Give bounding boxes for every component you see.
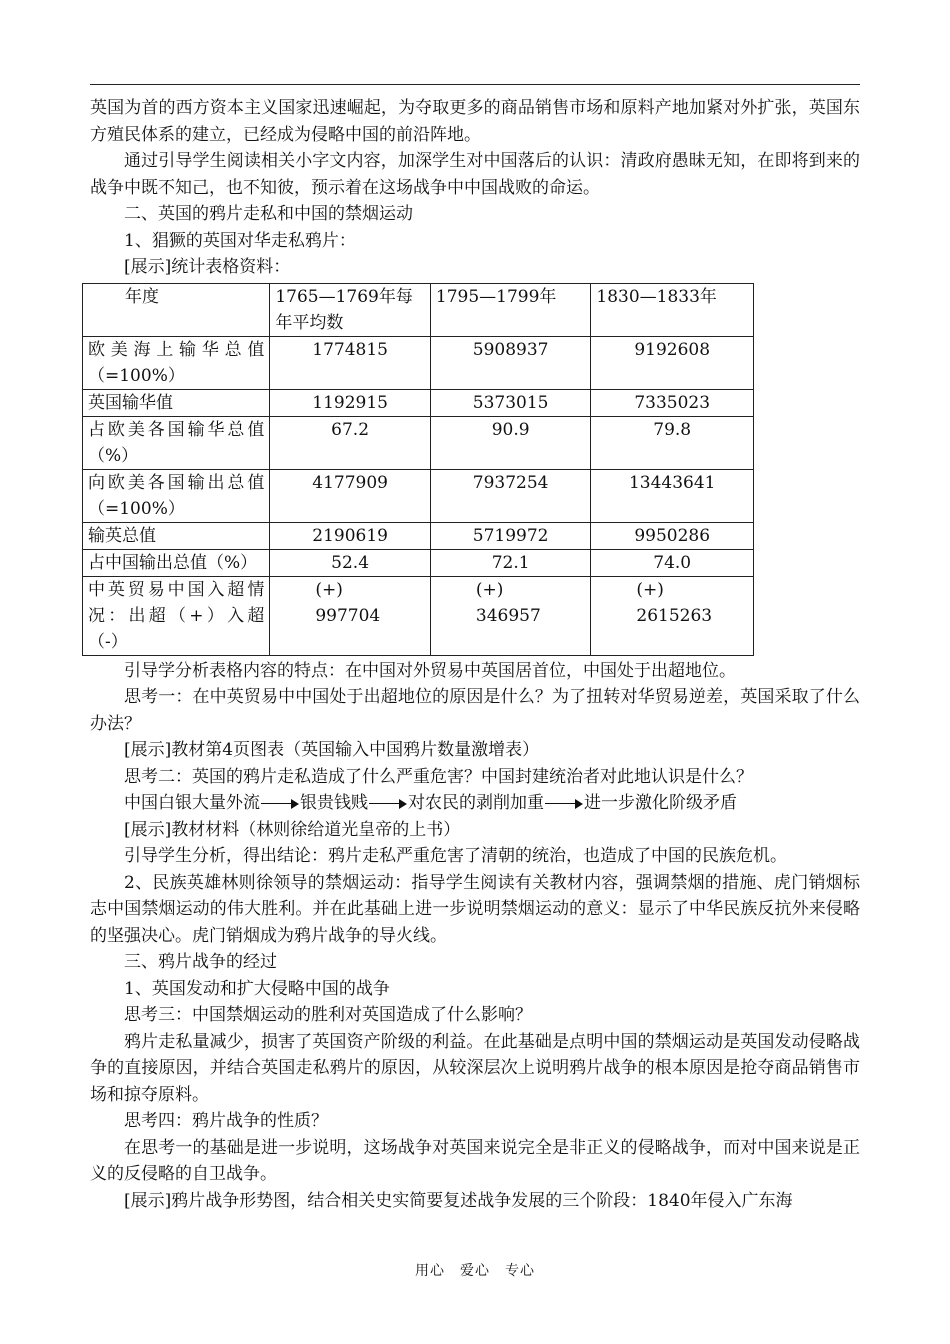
flow-step: 对农民的剥削加重 <box>408 793 544 813</box>
flow-step: 进一步激化阶级矛盾 <box>584 793 737 813</box>
table-cell: 5908937 <box>430 336 591 389</box>
table-cell: 1192915 <box>270 389 431 416</box>
table-header-row <box>83 283 754 336</box>
arrow-right-icon <box>261 799 299 809</box>
row-label: 占欧美各国输华总值（%） <box>83 416 270 469</box>
table-cell <box>430 576 591 655</box>
page-footer: 用心 爱心 专心 <box>415 1263 535 1279</box>
row-label: 英国输华值 <box>83 389 270 416</box>
cell-sign: (+) <box>475 579 504 600</box>
paragraph: 三、鸦片战争的经过 <box>124 952 277 972</box>
table-cell: 72.1 <box>430 549 591 576</box>
table-row <box>83 389 754 416</box>
intro-paragraphs <box>90 95 860 281</box>
cell-value: 2615263 <box>636 605 713 626</box>
cell-sign: (+) <box>315 579 343 600</box>
row-label: 输英总值 <box>83 522 270 549</box>
paragraph: 在思考一的基础是进一步说明，这场战争对英国来说完全是非正义的侵略战争，而对中国来说是正义的反侵略的自卫战争。 <box>90 1137 860 1184</box>
paragraph: 英国为首的西方资本主义国家迅速崛起，为夺取更多的商品销售市场和原料产地加紧对外扩张，英国东方殖民体系的建立，已经成为侵略中国的前沿阵地。 <box>90 98 860 145</box>
paragraph: [展示]教材第4页图表（英国输入中国鸦片数量激增表） <box>124 740 540 760</box>
cell-value: 346957 <box>475 605 541 626</box>
cell-sign: (+) <box>636 579 664 600</box>
paragraph: 鸦片走私量减少，损害了英国资产阶级的利益。在此基础是点明中国的禁烟运动是英国发动侵略战争的直接原因，并结合英国走私鸦片的原因，从较深层次上说明鸦片战争的根本原因是抢夺商品销售市场和掠夺原料。 <box>90 1031 860 1105</box>
paragraph: [展示]鸦片战争形势图，结合相关史实简要复述战争发展的三个阶段：1840年侵入广东海 <box>124 1190 793 1211</box>
table-cell: 4177909 <box>270 469 431 522</box>
table-cell: 7937254 <box>430 469 591 522</box>
table-cell: 5719972 <box>430 522 591 549</box>
header-rule <box>90 84 860 85</box>
table-row <box>83 336 754 389</box>
paragraph: 通过引导学生阅读相关小字文内容，加深学生对中国落后的认识：清政府愚昧无知，在即将到来的战争中既不知己，也不知彼，预示着在这场战争中中国战败的命运。 <box>90 151 860 198</box>
arrow-right-icon <box>369 799 407 809</box>
table-cell <box>591 576 754 655</box>
paragraph: [展示]统计表格资料： <box>124 257 291 277</box>
paragraph: 二、英国的鸦片走私和中国的禁烟运动 <box>124 204 413 224</box>
table-row <box>83 469 754 522</box>
row-label: 向欧美各国输出总值（=100%） <box>83 469 270 522</box>
row-label: 欧美海上输华总值（=100%） <box>83 336 270 389</box>
paragraph: 思考四：鸦片战争的性质？ <box>124 1111 328 1131</box>
table-cell: 2190619 <box>270 522 431 549</box>
table-row <box>83 416 754 469</box>
arrow-right-icon <box>545 799 583 809</box>
table-cell: 74.0 <box>591 549 754 576</box>
header-cell: 年度 <box>83 283 270 336</box>
table-body <box>83 336 754 576</box>
body-text <box>90 95 860 1214</box>
flow-step: 银贵钱贱 <box>300 793 368 813</box>
table-cell: 13443641 <box>591 469 754 522</box>
paragraph: 2、民族英雄林则徐领导的禁烟运动：指导学生阅读有关教材内容，强调禁烟的措施、虎门销烟标志中国禁烟运动的伟大胜利。并在此基础上进一步说明禁烟运动的意义：显示了中华民族反抗外来侵略的坚强决心。虎门销烟成为鸦片战争的导火线。 <box>90 872 860 946</box>
table-cell: 9950286 <box>591 522 754 549</box>
table-cell <box>270 576 431 655</box>
table-cell: 9192608 <box>591 336 754 389</box>
header-cell: 1795—1799年 <box>430 283 591 336</box>
table-cell: 1774815 <box>270 336 431 389</box>
table-cell: 90.9 <box>430 416 591 469</box>
analysis-paragraphs <box>90 658 860 791</box>
lesson-paragraphs <box>90 817 860 1215</box>
paragraph: 思考一：在中英贸易中中国处于出超地位的原因是什么？为了扭转对华贸易逆差，英国采取了什么办法？ <box>90 687 860 734</box>
flow-step: 中国白银大量外流 <box>124 793 260 813</box>
row-label: 占中国输出总值（%） <box>83 549 270 576</box>
paragraph: 思考二：英国的鸦片走私造成了什么严重危害？中国封建统治者对此地认识是什么？ <box>124 766 753 787</box>
table-cell: 52.4 <box>270 549 431 576</box>
paragraph: 引导学分析表格内容的特点：在中国对外贸易中英国居首位，中国处于出超地位。 <box>124 660 736 681</box>
cell-value: 997704 <box>315 605 381 626</box>
paragraph: 思考三：中国禁烟运动的胜利对英国造成了什么影响？ <box>124 1005 532 1025</box>
table-cell: 79.8 <box>591 416 754 469</box>
paragraph: 1、猖獗的英国对华走私鸦片： <box>124 230 356 251</box>
table-cell: 7335023 <box>591 389 754 416</box>
paragraph: [展示]教材材料（林则徐给道光皇帝的上书） <box>124 819 461 840</box>
consequence-flow <box>90 790 860 817</box>
table-row <box>83 576 754 655</box>
table-cell: 67.2 <box>270 416 431 469</box>
trade-statistics-table <box>82 283 754 656</box>
table-cell: 5373015 <box>430 389 591 416</box>
row-label: 中英贸易中国入超情况：出超（+）入超（-） <box>83 576 270 655</box>
paragraph: 1、英国发动和扩大侵略中国的战争 <box>124 978 390 999</box>
header-cell: 1765—1769年每年平均数 <box>270 283 431 336</box>
paragraph: 引导学生分析，得出结论：鸦片走私严重危害了清朝的统治，也造成了中国的民族危机。 <box>124 846 787 866</box>
table-row <box>83 522 754 549</box>
header-cell: 1830—1833年 <box>591 283 754 336</box>
table-row <box>83 549 754 576</box>
